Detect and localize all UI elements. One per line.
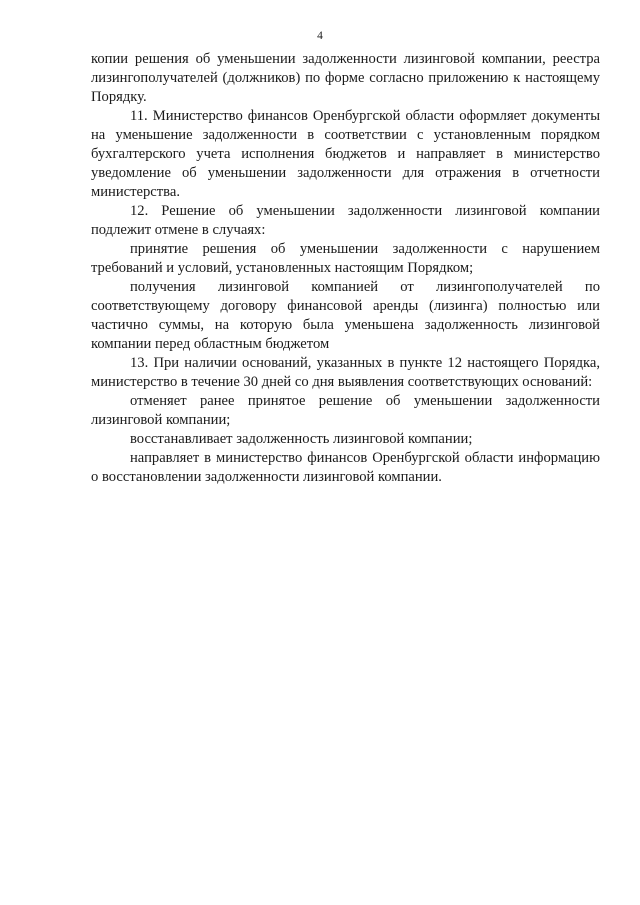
paragraph-action-restore: восстанавливает задолженность лизинговой компании;: [130, 431, 473, 447]
paragraph-action-inform: направляет в министерство финансов Оренбургской области информацию о восстановлении задолженности лизинговой компании.: [91, 450, 600, 485]
page-number: 4: [317, 30, 323, 42]
paragraph-continuation: копии решения об уменьшении задолженности лизинговой компании, реестра лизингополучателей (должников) по форме согласно приложению к настоящему Порядку.: [91, 51, 600, 105]
document-body: [91, 50, 600, 487]
paragraph-item-11: 11. Министерство финансов Оренбургской области оформляет документы на уменьшение задолженности в соответствии с установленным порядком бухгалтерского учета исполнения бюджетов и направляет в министерство уведомление об уменьшении задолженности для отражения в отчетности министерства.: [91, 108, 600, 200]
paragraph-case-violation: принятие решения об уменьшении задолженности с нарушением требований и условий, установленных настоящим Порядком;: [91, 241, 600, 276]
paragraph-item-12: 12. Решение об уменьшении задолженности лизинговой компании подлежит отмене в случаях:: [91, 203, 600, 238]
paragraph-action-cancel: отменяет ранее принятое решение об уменьшении задолженности лизинговой компании;: [91, 393, 600, 428]
paragraph-case-payment: получения лизинговой компанией от лизингополучателей по соответствующему договору финансовой аренды (лизинга) полностью или частично суммы, на которую была уменьшена задолженность лизинговой компании перед областным бюджетом: [91, 279, 600, 352]
paragraph-item-13: 13. При наличии оснований, указанных в пункте 12 настоящего Порядка, министерство в течение 30 дней со дня выявления соответствующих оснований:: [91, 355, 600, 390]
